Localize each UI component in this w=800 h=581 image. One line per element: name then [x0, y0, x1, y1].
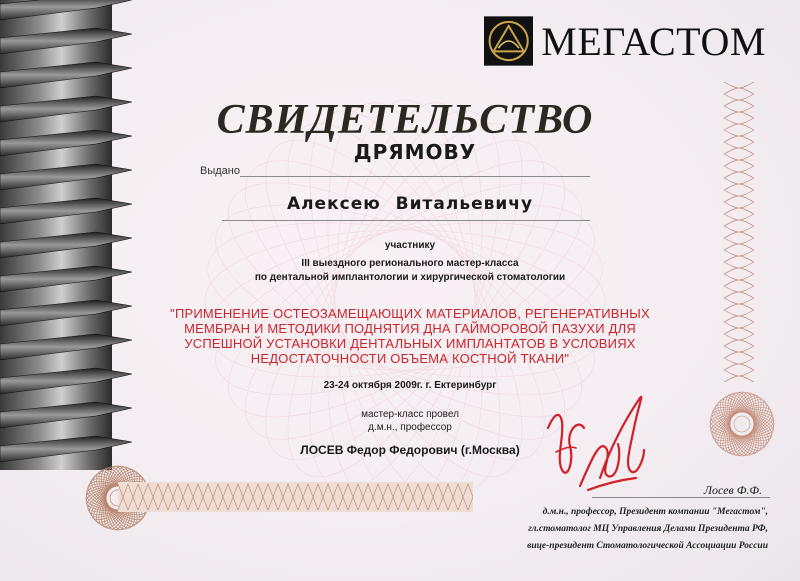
topic-line: НЕДОСТАТОЧНОСТИ ОБЪЕМА КОСТНОЙ ТКАНИ": [250, 351, 570, 366]
participant-label: участнику: [384, 240, 436, 251]
event-line: III выездного регионального мастер-класса: [301, 258, 519, 269]
decorative-ornament-column: [722, 82, 756, 382]
recipient-surname: ДРЯМОВУ: [353, 140, 477, 164]
credential-line: д.м.н., профессор, Президент компании "Мегастом",: [542, 507, 768, 517]
topic-line: МЕМБРАН И МЕТОДИКИ ПОДНЯТИЯ ДНА ГАЙМОРОВОЙ ПАЗУХИ ДЛЯ: [184, 321, 636, 336]
certificate-title: СВИДЕТЕЛЬСТВО: [216, 97, 594, 143]
signatory-name: Лосев Ф.Ф.: [703, 483, 762, 497]
seminar-topic: [140, 306, 680, 366]
event-line: по дентальной имплантологии и хирургической стоматологии: [254, 272, 566, 283]
logo-emblem-icon: [484, 10, 533, 72]
topic-line: "ПРИМЕНЕНИЕ ОСТЕОЗАМЕЩАЮЩИХ МАТЕРИАЛОВ, РЕГЕНЕРАТИВНЫХ: [170, 306, 650, 321]
signature-line: [592, 497, 770, 498]
rosette-ornament-right: [706, 388, 778, 460]
lecturer-name: ЛОСЕВ Федор Федорович (г.Москва): [300, 443, 520, 457]
event-date-place: 23-24 октября 2009г. г. Ектеринбург: [323, 380, 497, 391]
topic-line: УСПЕШНОЙ УСТАНОВКИ ДЕНТАЛЬНЫХ ИМПЛАНТАТОВ В УСЛОВИЯХ: [184, 336, 636, 351]
credential-line: вице-президент Стоматологической Ассоциации России: [527, 541, 768, 551]
credential-line: гл.стоматолог МЦ Управления Делами Президента РФ,: [528, 524, 768, 534]
event-description: [140, 257, 680, 285]
led-by-line: д.м.н., профессор: [368, 422, 452, 433]
brand-name: МЕГАСТОМ: [541, 18, 766, 64]
recipient-given-names: Алексею Витальевичу: [286, 194, 534, 214]
given-names-underline: [222, 220, 590, 221]
dental-implant-image: [0, 0, 140, 470]
issued-label: Выдано: [200, 165, 240, 177]
decorative-ornament-band: [118, 480, 473, 514]
megastom-logo: [484, 10, 766, 72]
surname-underline: [240, 176, 590, 177]
signatory-credentials: [468, 504, 768, 555]
led-by-line: мастер-класс провел: [361, 409, 459, 420]
